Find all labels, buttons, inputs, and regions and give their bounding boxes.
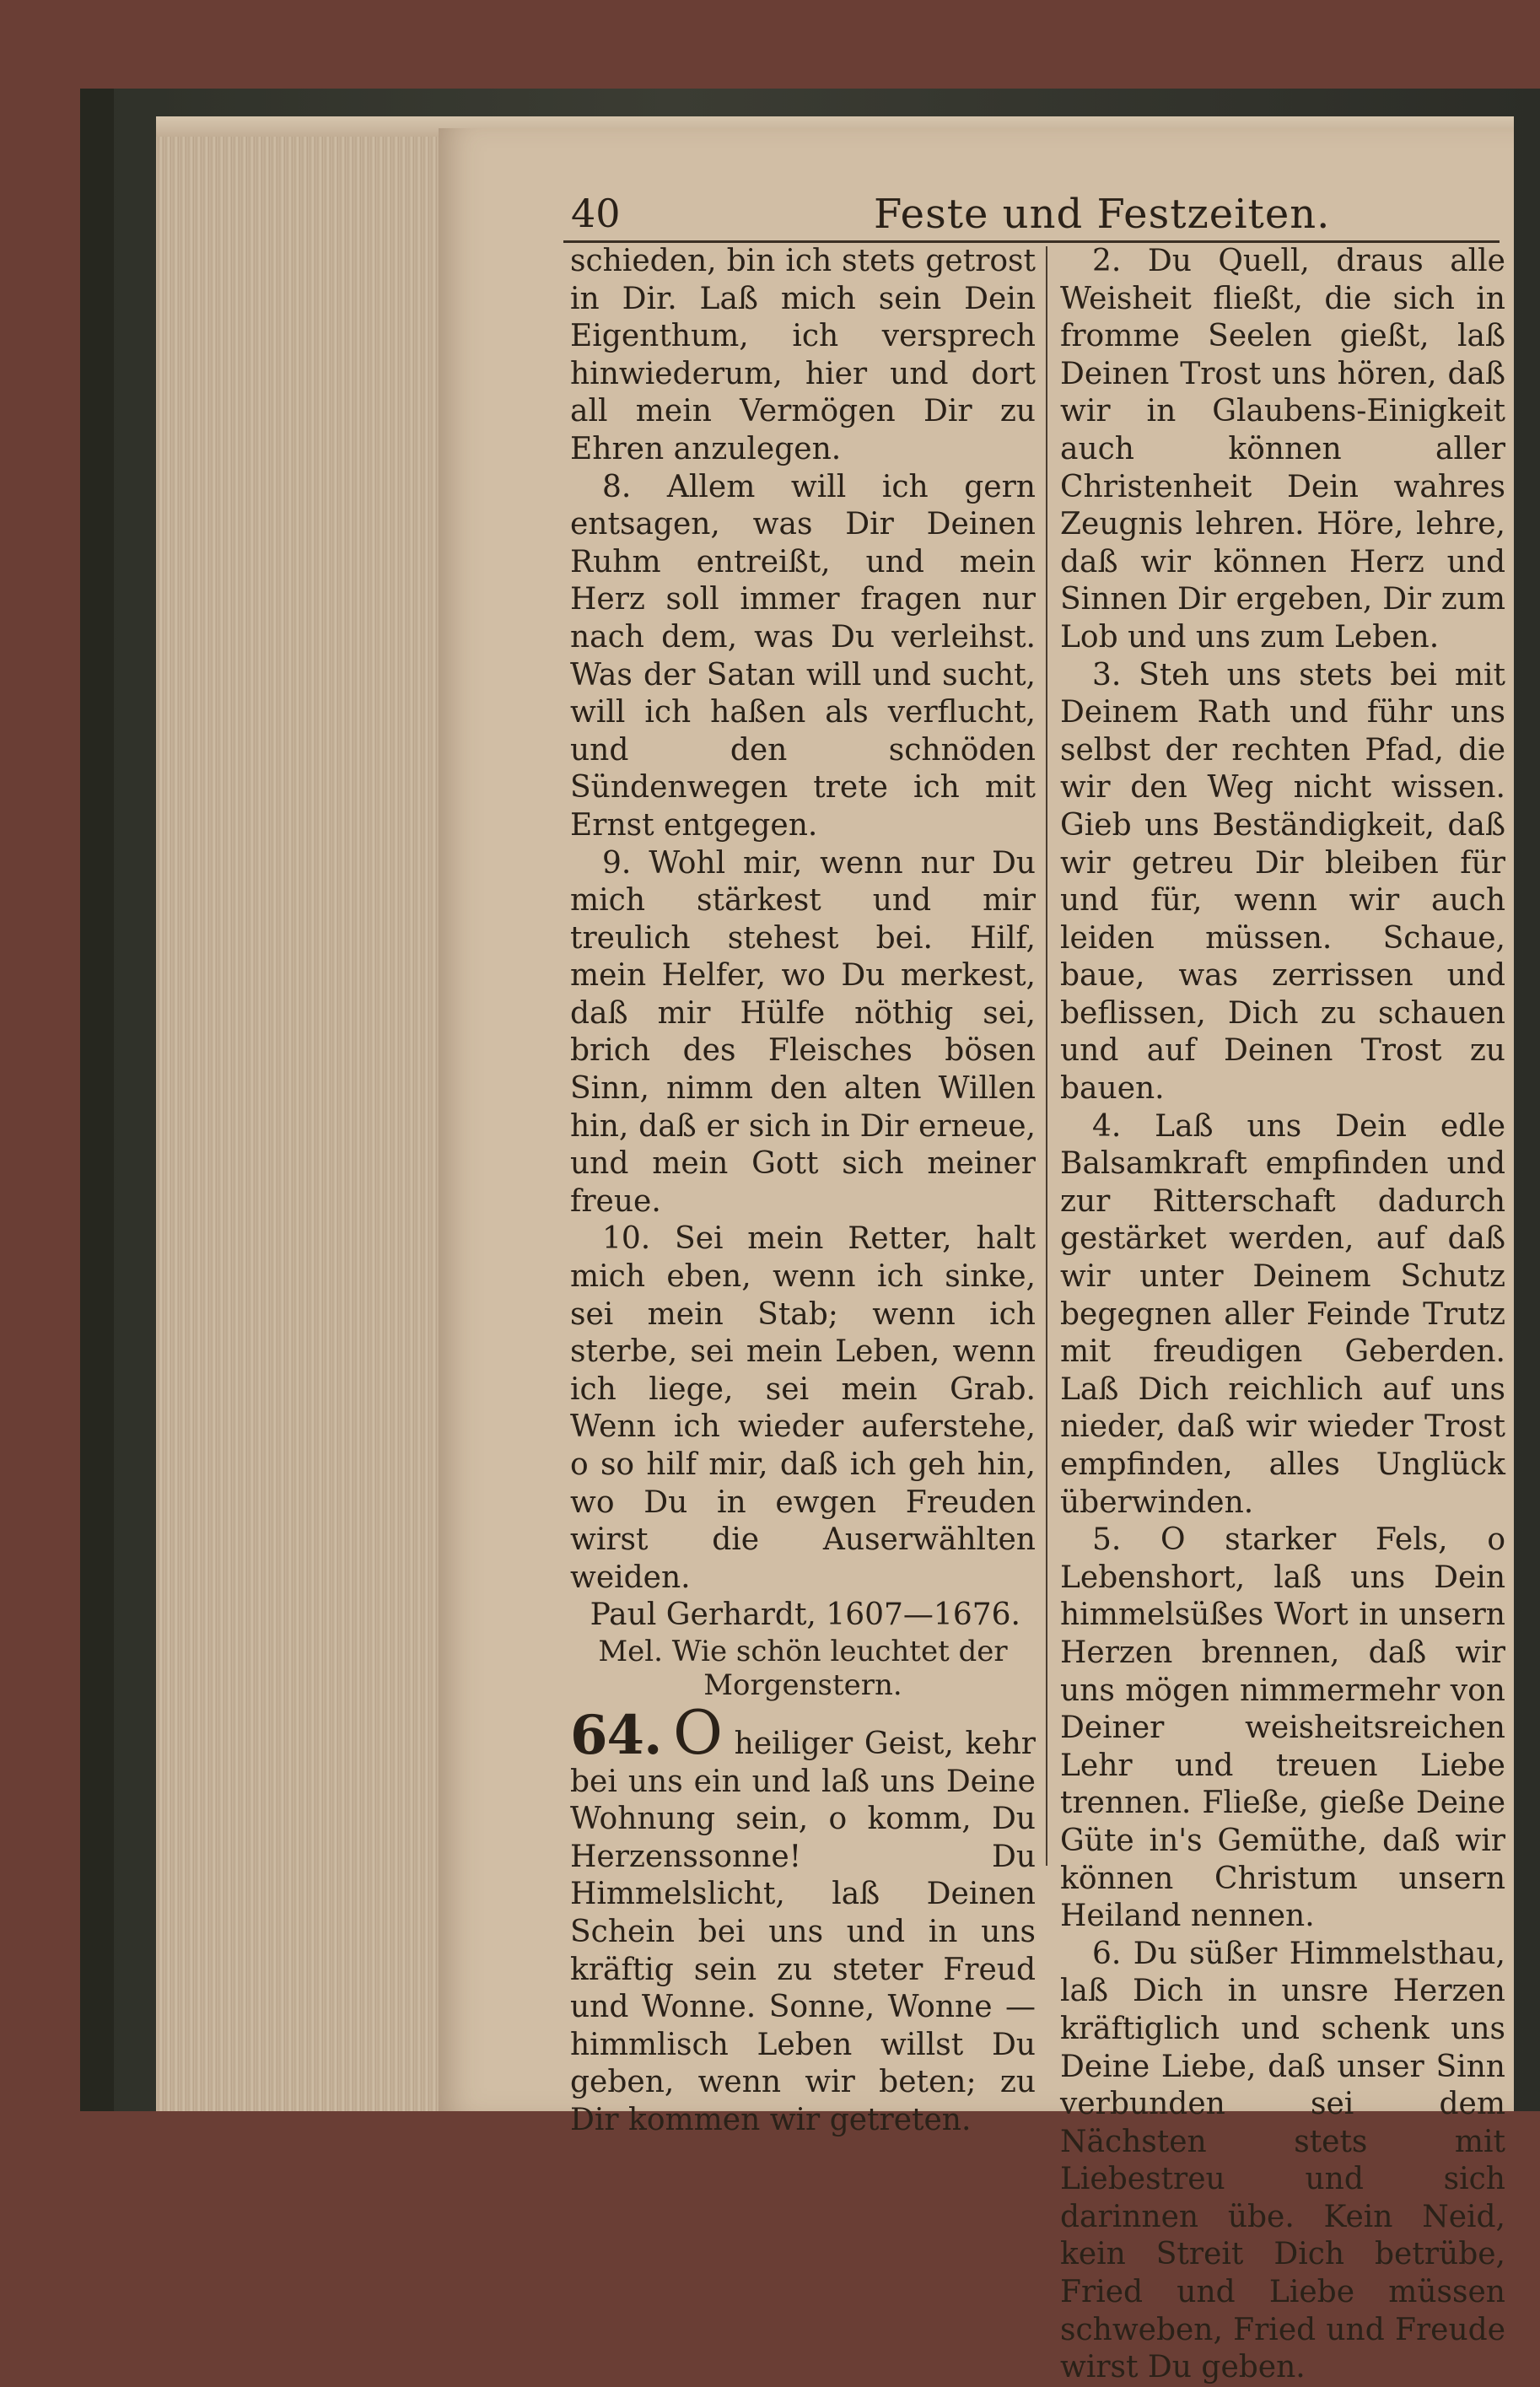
hymn-verse-1-text: heiliger Geist, kehr bei uns ein und laß uns Deine Wohnung sein, o komm, Du Herzenssonne! Du Himmelslicht, laß Deinen Schein bei uns und in uns kräftig sein zu steter Freud und Wonne. Sonne, Wonne — himmlisch Leben willst Du geben, wenn wir beten; zu Dir kommen wir getreten.: [570, 1726, 1036, 2137]
hymn-initial: O: [672, 1696, 724, 1768]
verse-9: 9. Wohl mir, wenn nur Du mich stärkest und mir treulich stehest bei. Hilf, mein Helfer, wo Du merkest, daß mir Hülfe nöthig sei, brich des Fleisches bösen Sinn, nimm den alten Willen hin, daß er sich in Dir erneue, und mein Gott sich meiner freue.: [570, 845, 1036, 1219]
verse-10: 10. Sei mein Retter, halt mich eben, wenn ich sinke, sei mein Stab; wenn ich sterbe, sei mein Leben, wenn ich liege, sei mein Grab. Wenn ich wieder auferstehe, o so hilf mir, daß ich geh hin, wo Du in ewgen Freuden wirst die Auserwählten weiden.: [570, 1221, 1036, 1595]
verse-6: 6. Du süßer Himmelsthau, laß Dich in unsre Herzen kräftiglich und schenk uns Deine Liebe, daß unser Sinn verbunden sei dem Nächsten stets mit Liebestreu und sich darinnen übe. Kein Neid, kein Streit Dich betrübe, Fried und Liebe müssen schweben, Fried und Freude wirst Du geben.: [1060, 1936, 1505, 2385]
page-number: 40: [571, 191, 621, 236]
hymn-number: 64.: [570, 1703, 662, 1767]
column-divider: [1046, 246, 1047, 1866]
verse-3: 3. Steh uns stets bei mit Deinem Rath und führ uns selbst der rechten Pfad, die wir den Weg nicht wissen. Gieb uns Beständigkeit, daß wir getreu Dir bleiben für und für, wenn wir auch leiden müssen. Schaue, baue, was zerrissen und beflissen, Dich zu schauen und auf Deinen Trost zu bauen.: [1060, 657, 1505, 1107]
verse-7-continuation: schieden, bin ich stets getrost in Dir. Laß mich sein Dein Eigenthum, ich versprech hinwiederum, hier und dort all mein Vermögen Dir zu Ehren anzulegen.: [570, 244, 1036, 466]
page-edges: [156, 116, 439, 2111]
author-attribution: Paul Gerhardt, 1607—1676.: [590, 1598, 1020, 1633]
running-title: Feste und Festzeiten.: [874, 191, 1331, 238]
left-column: [570, 243, 1036, 2140]
verse-4: 4. Laß uns Dein edle Balsamkraft empfinden und zur Ritterschaft dadurch gestärket werden, auf daß wir unter Deinem Schutz begegnen aller Feinde Trutz mit freudigen Geberden. Laß Dich reichlich auf uns nieder, daß wir wieder Trost empfinden, alles Unglück überwinden.: [1060, 1108, 1505, 1520]
verse-8: 8. Allem will ich gern entsagen, was Dir Deinen Ruhm entreißt, und mein Herz soll immer fragen nur nach dem, was Du verleihst. Was der Satan will und sucht, will ich haßen als verflucht, und den schnöden Sündenwegen trete ich mit Ernst entgegen.: [570, 469, 1036, 843]
book-spine-edge: [80, 89, 114, 2111]
verse-5: 5. O starker Fels, o Lebenshort, laß uns Dein himmelsüßes Wort in unsern Herzen brennen, daß wir uns mögen nimmermehr von Deiner weisheitsreichen Lehr und treuen Liebe trennen. Fließe, gieße Deine Güte in's Gemüthe, daß wir können Christum unsern Heiland nennen.: [1060, 1522, 1505, 1934]
hymn-64-verse-1: [570, 1696, 1036, 2140]
melody-note: Mel. Wie schön leuchtet der Morgenstern.: [598, 1634, 1008, 1702]
verse-2: 2. Du Quell, draus alle Weisheit fließt, die sich in fromme Seelen gießt, laß Deinen Trost uns hören, daß wir in Glaubens-Einigkeit auch können aller Christenheit Dein wahres Zeugnis lehren. Höre, lehre, daß wir können Herz und Sinnen Dir ergeben, Dir zum Lob und uns zum Leben.: [1060, 244, 1505, 655]
right-column: [1060, 243, 1505, 2387]
